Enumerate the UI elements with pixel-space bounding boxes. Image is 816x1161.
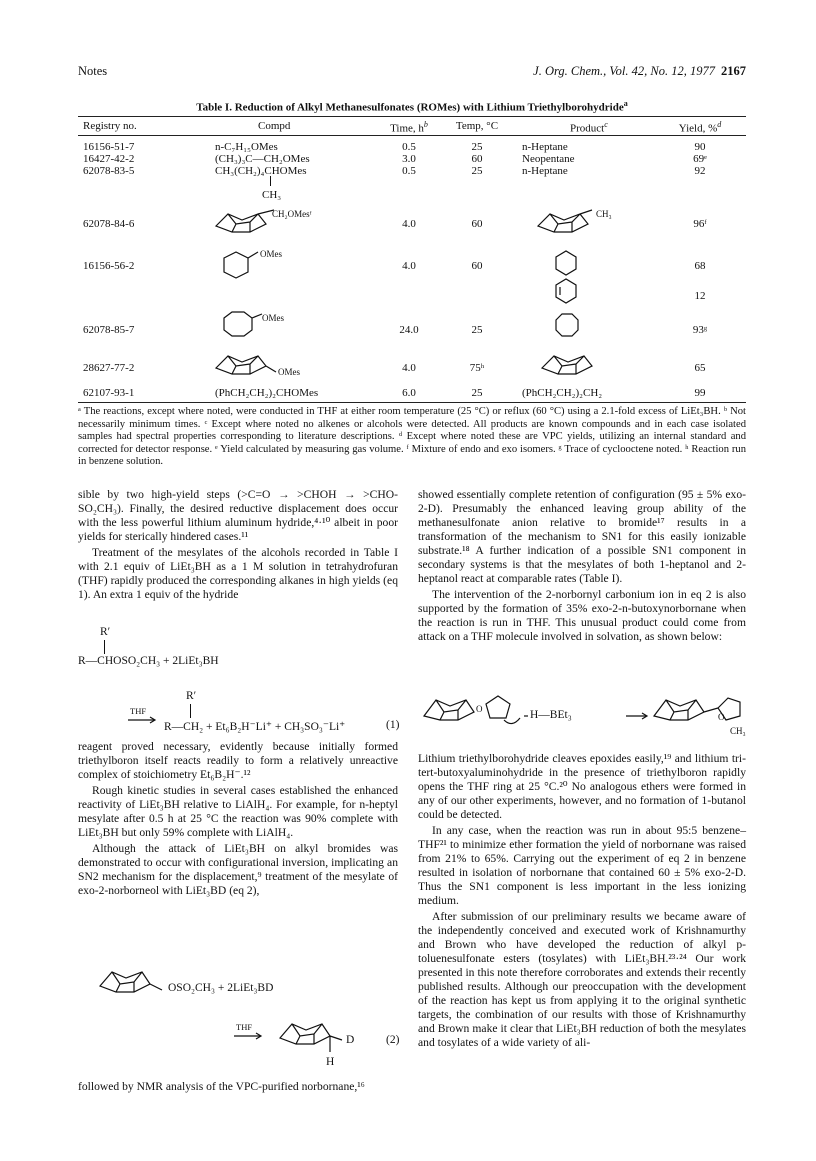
methyl-label: CH₃ [730, 726, 746, 736]
cyclooctane-structure-icon [550, 312, 584, 342]
cell-time: 4.0 [402, 218, 416, 230]
cell-time: 4.0 [402, 362, 416, 374]
cell-reg: 28627-77-2 [83, 362, 135, 374]
eq2-solvent: THF [236, 1022, 253, 1032]
norbornyl-mesylate-structure-icon [214, 348, 274, 380]
thf-attack-scheme-icon [420, 686, 750, 746]
cell-reg: 16156-56-2 [83, 260, 135, 272]
col-header-yield-text: Yield, % [678, 122, 718, 135]
cell-temp: 60 [471, 260, 483, 272]
cell-temp: 25 [471, 387, 483, 399]
eq1-solvent: THF [130, 706, 147, 716]
cell-yield: 90 [694, 141, 706, 153]
cell-temp: 75ʰ [469, 362, 485, 374]
cell-compd-methyl: CH₃ [262, 189, 282, 201]
oxonium-o-label: O [476, 704, 483, 714]
eq1-reactants: R—CHOSO₂CH₃ + 2LiEt₃BH [78, 655, 219, 667]
table-header-rule [78, 135, 746, 136]
right-column-top [418, 488, 746, 646]
cell-reg: 62078-84-6 [83, 218, 135, 230]
cell-temp: 60 [471, 153, 483, 165]
borohydride-label: H—BEt₃ [530, 709, 572, 721]
page-number: 2167 [721, 64, 746, 78]
col-header-time [380, 120, 438, 135]
left-column-middle [78, 740, 398, 900]
bond-line [190, 704, 192, 718]
paragraph: Treatment of the mesylates of the alcohols recorded in Table I with 2.1 equiv of LiEt₃BH as a 1 M solution in tetrahydrofuran (THF) rapidly produced the corresponding alkanes in high yields (eq 1). An extra 1 equiv of the hydride [78, 546, 398, 601]
table-top-rule [78, 116, 746, 117]
paragraph: Rough kinetic studies in several cases established the enhanced reactivity of LiEt₃BH relative to LiAlH₄. For example, for n-heptyl mesylate after 0.5 h at 25 °C the reaction was 90% complete with LiEt₃BH but only 59% complete with LiAlH₄. [78, 784, 398, 839]
running-head-section: Notes [78, 64, 108, 78]
col-header-product-text: Product [570, 122, 605, 135]
norbornane-product-icon [540, 348, 600, 380]
cell-yield: 69ᵉ [693, 153, 707, 165]
left-column-bottom [78, 1080, 398, 1096]
bond-line [104, 640, 106, 654]
paragraph: Lithium triethylborohydride cleaves epoxides easily,¹⁹ and lithium tri-tert-butoxyaluminohydride in the presence of triethylboron rapidly opens the THF ring at 25 °C.²⁰ No analogous ethers were formed in any of our other experiments, however, and no formation of 1-butanol could be detected. [418, 752, 746, 821]
cell-compd: n-C₇H₁₅OMes [215, 141, 278, 153]
col-header-temp: Temp, °C [455, 120, 499, 132]
cell-reg: 16427-42-2 [83, 153, 135, 165]
paragraph: showed essentially complete retention of configuration (95 ± 5% exo-2-D). Presumably the enhanced leaving group ability of the methanesulfonate anion relative to bromide¹⁷ results in a transformation of the mechanism to SN1 for this easily ionizable substrate.¹⁸ A further indication of a possible SN1 component in secondary systems is that the mesylates of both 1-heptanol and 2-heptanol react at comparable rates (Table I). [418, 488, 746, 585]
cell-yield: 68 [694, 260, 706, 272]
cyclohexene-structure-icon [552, 278, 582, 306]
paragraph: followed by NMR analysis of the VPC-purified norbornane,¹⁶ [78, 1080, 365, 1093]
eq1-products: R—CH₂ + Et₆B₂H⁻Li⁺ + CH₃SO₃⁻Li⁺ [164, 721, 346, 733]
cell-yield: 65 [694, 362, 706, 374]
cell-time: 3.0 [402, 153, 416, 165]
deuterium-label: D [346, 1034, 355, 1046]
reaction-arrow-icon [234, 1032, 264, 1040]
caption-footnote-mark: a [623, 99, 628, 108]
cell-compd: CH₂OMesᶠ [272, 209, 312, 219]
cell-reg: 62078-85-7 [83, 324, 135, 336]
col-header-time-sup: b [423, 120, 428, 129]
eq2-number: (2) [386, 1034, 400, 1046]
cyclohexane-structure-icon [552, 250, 582, 278]
table-footnotes: ᵃ The reactions, except where noted, were conducted in THF at either room temperature (25 °C) or reflux (60 °C) using a 2.1-fold excess of LiEt₃BH. ᵇ Not necessarily minimum times. ᶜ Except where noted no alkenes or alcohols were detected. All products are known compounds and in each case isolated samples had spectral properties corresponding to literature descriptions. ᵈ Except where noted these are VPC yields, utilizing an internal standard and corrected for detector response. ᵉ Yield calculated by measuring gas volume. ᶠ Mixture of endo and exo isomers. ᵍ Trace of cyclooctene noted. ʰ Reaction run in benzene solution. [78, 406, 746, 467]
cell-compd: OMes [260, 249, 282, 259]
table-bottom-rule [78, 402, 746, 403]
col-header-product [570, 120, 608, 135]
paragraph: sible by two high-yield steps (>C=O → >CHOH → >CHO-SO₂CH₃). Finally, the desired reductive displacement does occur with the less powerful lithium aluminum hydride,⁴·¹⁰ albeit in poor yields for sterically hindered cases.¹¹ [78, 488, 398, 543]
cell-time: 0.5 [402, 165, 416, 177]
cell-compd: OMes [262, 313, 284, 323]
deuterio-norbornane-icon [276, 1016, 346, 1076]
paragraph: After submission of our preliminary results we became aware of the independently conceived and executed work of Krishnamurthy and Brown who have developed the reduction of alkyl p-toluenesulfonate esters (tosylates) with LiEt₃BH.²³·²⁴ Our work presented in this note therefore corroborates and extends their recently published results. Although our preoccupation with the development of the reaction has kept us from applying it to the original synthetic targets, the combination of our results with those of Krishnamurthy and Brown make it clear that LiEt₃BH reduction of both the mesylates and tosylates of a wide variety of ali- [418, 910, 746, 1049]
paragraph: The intervention of the 2-norbornyl carbonium ion in eq 2 is also supported by the formation of 35% exo-2-n-butoxynorbornane when the reaction is run in THF. This unusual product could come from attack on a THF molecule involved in solvation, as shown below: [418, 588, 746, 643]
right-column-bottom [418, 752, 746, 1052]
col-header-registry: Registry no. [83, 120, 137, 132]
col-header-compd: Compd [258, 120, 291, 132]
table-caption [78, 99, 746, 114]
running-head-journal [533, 64, 746, 79]
table-caption-text: Table I. Reduction of Alkyl Methanesulfonates (ROMes) with Lithium Triethylborohydride [196, 101, 624, 114]
cell-temp: 25 [471, 141, 483, 153]
cell-temp: 60 [471, 218, 483, 230]
cell-compd: OMes [278, 367, 300, 377]
bond-line [270, 176, 273, 186]
norbornyl-mesylate-eq2-icon [96, 964, 166, 1000]
hydrogen-label: H [326, 1056, 335, 1068]
cell-time: 6.0 [402, 387, 416, 399]
eq1-number: (1) [386, 719, 400, 731]
cell-product: CH₃ [596, 209, 612, 219]
col-header-yield-sup: d [717, 120, 722, 129]
eq2-reactants: OSO₂CH₃ + 2LiEt₃BD [168, 982, 274, 994]
cell-product: (PhCH₂CH₂)₂CH₂ [522, 387, 603, 399]
cell-reg: 16156-51-7 [83, 141, 135, 153]
cell-compd: CH₃(CH₂)₄CHOMes [215, 165, 307, 177]
cell-compd: (CH₃)₃C—CH₂OMes [215, 153, 310, 165]
paragraph: In any case, when the reaction was run in about 95:5 benzene–THF²¹ to minimize ether formation the yield of norbornane was raised from 21% to 65%. Carrying out the experiment of eq 2 in benzene resulted in isolation of norbornane that contained 60 ± 5% exo-2-D. Thus the SN1 component is less important in the less ionizing medium. [418, 824, 746, 907]
cell-time: 0.5 [402, 141, 416, 153]
eq1-substituent: R′ [186, 690, 197, 702]
col-header-yield [668, 120, 732, 135]
col-header-time-text: Time, h [390, 122, 424, 135]
cell-yield: 99 [694, 387, 706, 399]
cell-temp: 25 [471, 165, 483, 177]
left-column-top [78, 488, 398, 604]
paragraph: reagent proved necessary, evidently because initially formed triethylboron itself reacts readily to form a relatively unreactive complex of stoichiometry Et₆B₂H⁻.¹² [78, 740, 398, 781]
cell-yield: 92 [694, 165, 706, 177]
cell-product: n-Heptane [522, 165, 568, 177]
paragraph: Although the attack of LiEt₃BH on alkyl bromides was demonstrated to occur with configurational inversion, implicating an SN2 mechanism for the displacement,⁹ treatment of the mesylate of exo-2-norborneol with LiEt₃BD (eq 2), [78, 842, 398, 897]
cell-yield: 93ᵍ [692, 324, 708, 336]
methylnorbornane-structure-icon [536, 206, 596, 236]
cell-time: 4.0 [402, 260, 416, 272]
reaction-arrow-icon [128, 716, 158, 724]
cell-yield-secondary: 12 [694, 290, 706, 302]
cell-reg: 62078-83-5 [83, 165, 135, 177]
cell-reg: 62107-93-1 [83, 387, 135, 399]
cell-compd: (PhCH₂CH₂)₂CHOMes [215, 387, 319, 399]
journal-citation: J. Org. Chem., Vol. 42, No. 12, 1977 [533, 64, 715, 78]
cell-product: Neopentane [522, 153, 575, 165]
cell-product: n-Heptane [522, 141, 568, 153]
cell-temp: 25 [471, 324, 483, 336]
cell-yield: 96ᶠ [693, 218, 707, 230]
eq1-substituent: R′ [100, 626, 111, 638]
cell-time: 24.0 [399, 324, 419, 336]
col-header-product-sup: c [604, 120, 608, 129]
ether-o-label: O [718, 712, 725, 722]
